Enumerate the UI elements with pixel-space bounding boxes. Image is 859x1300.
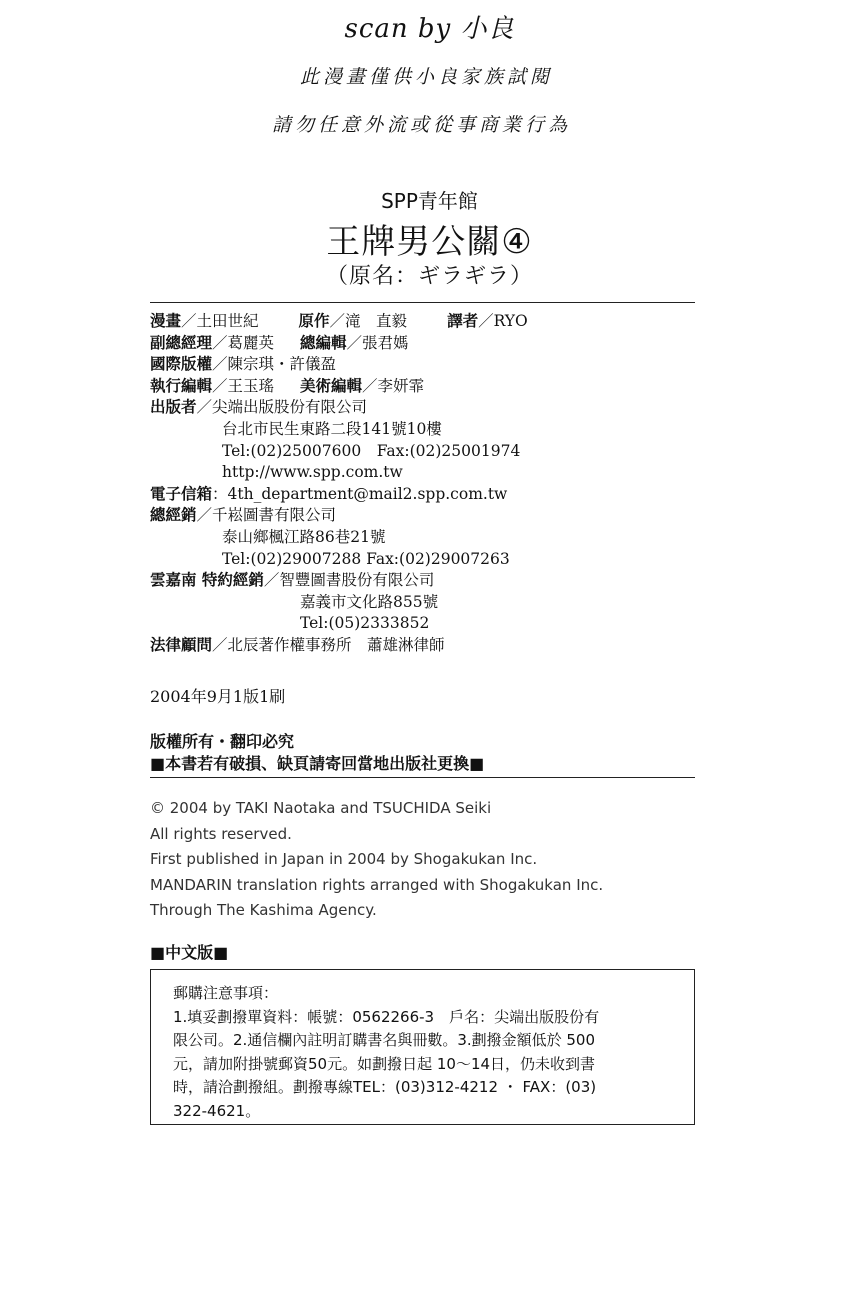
distributor-value: ／千崧圖書有限公司 [196,506,337,525]
original-title: （原名：ギラギラ） [325,264,533,289]
order-notice-box [150,969,695,1125]
notice-line-1: 此漫畫僅供小良家族試閱 [300,66,554,88]
legal-value: ／北辰著作權事務所 蕭雄淋律師 [212,635,445,654]
regional-value: ／智豐圖書股份有限公司 [263,571,435,590]
scan-credit: scan by 小良 [344,14,515,44]
manga-label: 漫畫 [150,312,182,330]
publisher-address: 台北市民生東路二段141號10樓 [222,419,442,438]
regional-phone: Tel:(05)2333852 [300,614,430,633]
art-editor-label: 美術編輯 [300,376,363,395]
story-value: ／滝 直毅 [329,312,408,330]
translator-label: 譯者 [447,312,479,330]
copyright-line: Through The Kashima Agency. [150,901,377,919]
credits-row-distributor [150,505,528,527]
rights-reserved: 版權所有・翻印必究 [150,732,295,751]
copyright-line: MANDARIN translation rights arranged with Shogakukan Inc. [150,875,604,894]
exec-editor-value: ／王玉瑤 [212,376,275,395]
credits-row-publisher [150,397,528,419]
copyright-block [150,796,603,924]
notice-line-2: 請勿任意外流或從事商業行為 [272,114,572,136]
credits-row-legal [150,635,528,657]
credits-row-editors [150,376,528,398]
book-title: 王牌男公關④ [326,222,533,262]
distributor-address: 泰山鄉楓江路86巷21號 [222,527,386,546]
copyright-line: © 2004 by TAKI Naotaka and TSUCHIDA Seiki [150,799,492,817]
publisher-phone: Tel:(02)25007600 Fax:(02)25001974 [222,441,521,460]
intl-rights-value: ／陳宗琪・許儀盈 [212,355,337,374]
credits-row-email [150,484,528,506]
chief-editor-label: 總編輯 [300,333,347,352]
damage-return-notice: ■本書若有破損、缺頁請寄回當地出版社更換■ [150,754,485,773]
intl-rights-label: 國際版權 [150,355,213,374]
translator-value: ／RYO [478,312,528,330]
exec-editor-label: 執行編輯 [150,376,213,395]
order-notice-line: 限公司。2.通信欄內註明訂購書名與冊數。3.劃撥金額低於 500 [173,1031,596,1049]
order-notice-line: 1.填妥劃撥單資料：帳號：0562266-3 戶名：尖端出版股份有 [173,1007,600,1026]
order-notice-line: 元，請加附掛號郵資50元。如劃撥日起 10～14日，仍未收到書 [173,1054,596,1073]
credits-block [150,311,528,657]
publisher-value: ／尖端出版股份有限公司 [196,398,368,417]
email-label: 電子信箱 [150,484,213,503]
story-label: 原作 [298,312,330,330]
divider-middle [150,777,695,778]
chinese-edition-label: ■中文版■ [150,943,229,962]
copyright-line: All rights reserved. [150,824,292,843]
credits-row-intl-rights [150,354,528,376]
order-notice-line: 時，請洽劃撥組。劃撥專線TEL：(03)312-4212 ・ FAX：(03) [173,1078,597,1096]
distributor-phone: Tel:(02)29007288 Fax:(02)29007263 [222,549,510,568]
copyright-line: First published in Japan in 2004 by Shogakukan Inc. [150,850,538,868]
deputy-gm-value: ／葛麗英 [212,333,275,352]
order-notice-line: 322-4621。 [173,1101,261,1120]
order-notice-title: 郵購注意事項： [173,984,279,1002]
series-name: SPP青年館 [381,189,478,213]
publisher-label: 出版者 [150,398,197,417]
art-editor-value: ／李妍霏 [362,376,425,395]
credits-row-management [150,333,528,355]
distributor-label: 總經銷 [150,506,197,525]
credits-row-creators [150,311,528,333]
deputy-gm-label: 副總經理 [150,333,213,352]
divider-top [150,302,695,303]
credits-row-regional [150,570,528,592]
edition-date: 2004年9月1版1刷 [150,687,286,706]
regional-label: 雲嘉南 特約經銷 [150,571,264,590]
legal-label: 法律顧問 [150,635,213,654]
email-value: ：4th_department@mail2.spp.com.tw [212,484,508,503]
publisher-web: http://www.spp.com.tw [222,463,403,482]
chief-editor-value: ／張君媽 [346,333,409,352]
manga-value: ／土田世紀 [181,312,259,330]
regional-address: 嘉義市文化路855號 [300,592,439,611]
